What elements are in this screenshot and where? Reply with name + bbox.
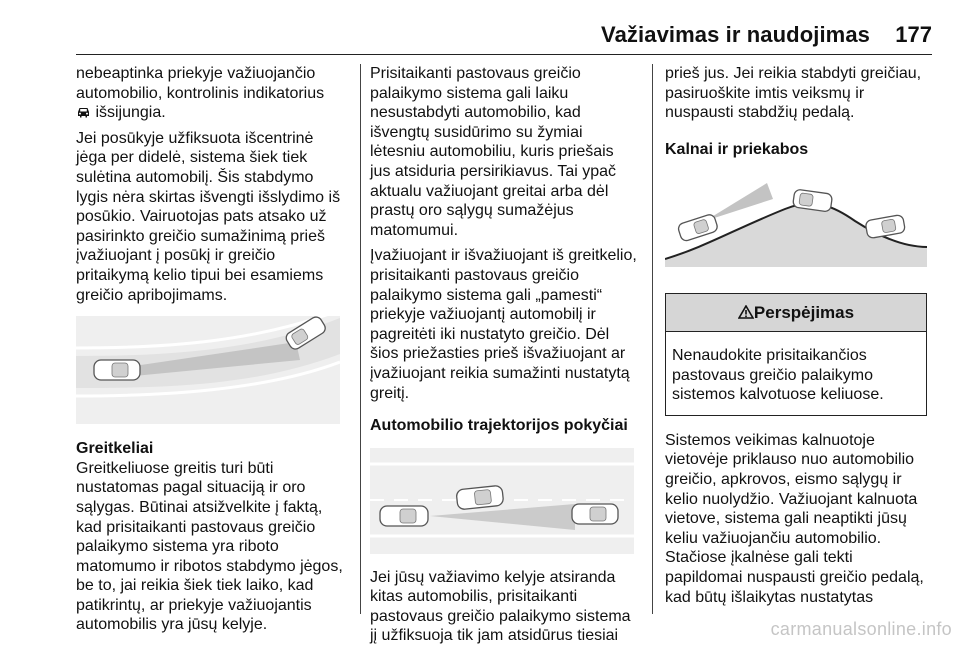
curve-road-illustration xyxy=(76,316,340,424)
paragraph: prieš jus. Jei reikia stabdyti greičiau, pasiruoškite imtis veiksmų ir nuspausti stabdžių pedalą. xyxy=(665,65,922,122)
paragraph: Įvažiuojant ir išvažiuojant iš greitkelio, prisitaikanti pastovaus greičio palaikymo sistema gali „pamesti“ priekyje važiuojantį automobilį ir pagreitėti iki nustatyto greičio. Dėl šios priežasties prieš išvažiuojant ar įvažiuojant reikia sumažinti nustatytą greitį. xyxy=(370,247,637,402)
warning-body: Nenaudokite prisitaikančios pastovaus greičio palaikymo sistemos kalvotuose keliuose. xyxy=(672,346,884,404)
paragraph: Jei jūsų važiavimo kelyje atsiranda kitas automobilis, prisitaikanti pastovaus greičio palaikymo sistema jį užfiksuoja tik jam atsidūrus tiesiai xyxy=(370,568,631,645)
column-3 xyxy=(665,64,933,607)
column-1 xyxy=(76,64,348,635)
paragraph: Greitkeliuose greitis turi būti nustatomas pagal situaciją ir oro sąlygas. Būtinai atsižvelkite į faktą, kad prisitaikanti pastovaus greičio palaikymo sistema yra riboto matomumo ir ribotos stabdymo jėgos, be to, jai reikia šiek tiek laiko, kad patikrintų, ar priekyje važiuojantis automobilis yra jūsų kelyje. xyxy=(76,459,343,634)
paragraph: Prisitaikanti pastovaus greičio palaikymo sistema gali laiku nesustabdyti automobilio, kad išvengtų susidūrimo su žymiai lėtesniu automobiliu, kuris priešais jus atsiduria persirikiavus. Tai ypač aktualu važiuojant greitai arba dėl prastų oro sąlygų sumažėjus matomumui. xyxy=(370,65,617,239)
hills-illustration xyxy=(665,177,927,267)
section-heading: Kalnai ir priekabos xyxy=(665,140,809,158)
column-divider xyxy=(652,64,653,614)
paragraph: nebeaptinka priekyje važiuojančio automobilio, kontrolinis indikatorius išsijungia. xyxy=(76,65,325,122)
paragraph: Sistemos veikimas kalnuotoje vietovėje priklauso nuo automobilio greičio, apkrovos, eismo sąlygų ir kelio nuolydžio. Važiuojant kalnuota vietove, sistema gali neaptikti jūsų keliu važiuojančiu automobilio. Stačiose įkalnėse gali tekti papildomai nuspausti greičio pedalą, kad būtų išlaikytas nustatytas xyxy=(665,431,924,606)
page-title: Važiavimas ir naudojimas xyxy=(601,22,870,47)
paragraph: Jei posūkyje užfiksuota išcentrinė jėga per didelė, sistema šiek tiek sulėtina automobilį. Šis stabdymo lygis nėra skirtas išvengti išslydimo iš posūkio. Vairuotojas pats atsako už pasirinkto greičio sumažinimą prieš įvažiuojant į posūkį ir greičio pritaikymą kelio tipui bei esamiems greičio apribojimams. xyxy=(76,129,341,304)
section-heading: Greitkeliai xyxy=(76,440,154,458)
section-heading: Automobilio trajektorijos pokyčiai xyxy=(370,417,628,435)
watermark: carmanualsonline.info xyxy=(770,619,952,639)
warning-box xyxy=(665,293,927,415)
warning-triangle-icon xyxy=(738,303,754,322)
column-2 xyxy=(370,64,638,646)
page-number: 177 xyxy=(895,22,932,47)
lane-change-illustration xyxy=(370,448,634,554)
warning-header xyxy=(666,294,926,332)
header-rule xyxy=(76,54,932,55)
column-divider xyxy=(360,64,361,614)
warning-title: Perspėjimas xyxy=(753,303,855,323)
car-indicator-icon xyxy=(76,104,91,121)
